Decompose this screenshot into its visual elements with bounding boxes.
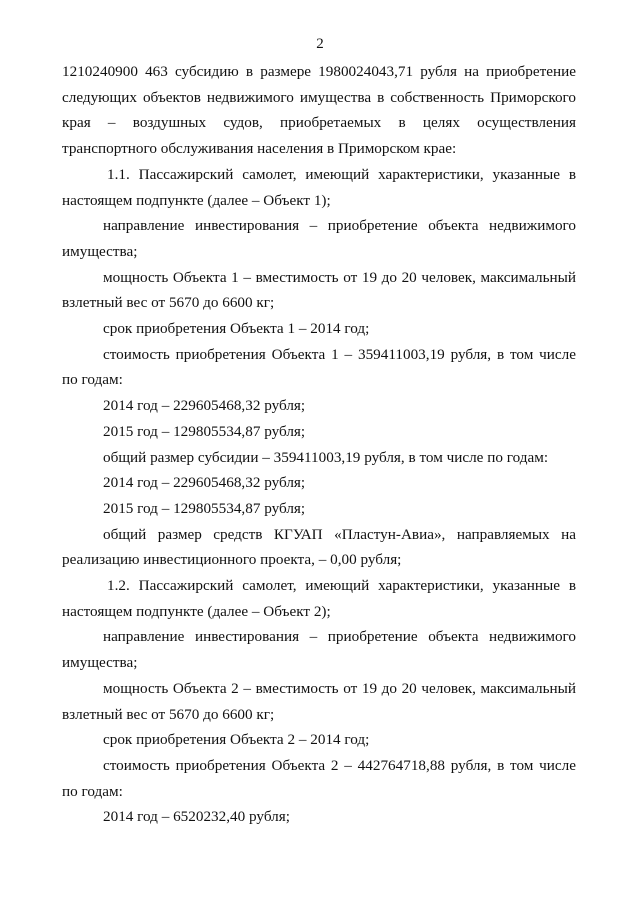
paragraph-object-1-subsidy: общий размер субсидии – 359411003,19 рубля, в том числе по годам: [103,448,549,466]
paragraph-object-2-direction: направление инвестирования – приобретение объекта недвижимого имущества; [62,628,576,672]
paragraph-object-2-term: срок приобретения Объекта 2 – 2014 год; [103,731,370,749]
paragraph-object-1-cost-2015: 2015 год – 129805534,87 рубля; [103,422,306,440]
paragraph-object-1-direction: направление инвестирования – приобретение объекта недвижимого имущества; [62,217,576,260]
paragraph-object-1-subsidy-2014: 2014 год – 229605468,32 рубля; [103,474,306,492]
paragraph-object-2-cost-2014: 2014 год – 6520232,40 рубля; [103,808,290,826]
page-number: 2 [316,36,324,52]
paragraph-object-1-capacity: мощность Объекта 1 – вместимость от 19 до 20 человек, максимальный взлетный вес от 5670 до 6600 кг; [62,268,576,312]
document-body [62,59,576,830]
paragraph-object-1-cost: стоимость приобретения Объекта 1 – 359411003,19 рубля, в том числе по годам: [62,345,576,389]
paragraph-intro: 1210240900 463 субсидию в размере 1980024043,71 рубля на приобретение следующих объектов недвижимого имущества в собственность Приморского края – воздушных судов, приобретаемых в целях осуществления транспортного обслуживания населения в Приморском крае: [62,63,576,158]
paragraph-object-2-capacity: мощность Объекта 2 – вместимость от 19 до 20 человек, максимальный взлетный вес от 5670 до 6600 кг; [62,679,576,723]
paragraph-object-1-subsidy-2015: 2015 год – 129805534,87 рубля; [103,499,306,517]
paragraph-object-1-own-funds: общий размер средств КГУАП «Пластун-Авиа», направляемых на реализацию инвестиционного проекта, – 0,00 рубля; [62,525,576,569]
paragraph-object-1-cost-2014: 2014 год – 229605468,32 рубля; [103,397,306,415]
paragraph-object-2-heading: 1.2. Пассажирский самолет, имеющий характеристики, указанные в настоящем подпункте (далее – Объект 2); [62,577,576,620]
paragraph-object-2-cost: стоимость приобретения Объекта 2 – 442764718,88 рубля, в том числе по годам: [62,756,576,800]
paragraph-object-1-heading: 1.1. Пассажирский самолет, имеющий характеристики, указанные в настоящем подпункте (далее – Объект 1); [62,165,576,209]
paragraph-object-1-term: срок приобретения Объекта 1 – 2014 год; [103,320,370,338]
